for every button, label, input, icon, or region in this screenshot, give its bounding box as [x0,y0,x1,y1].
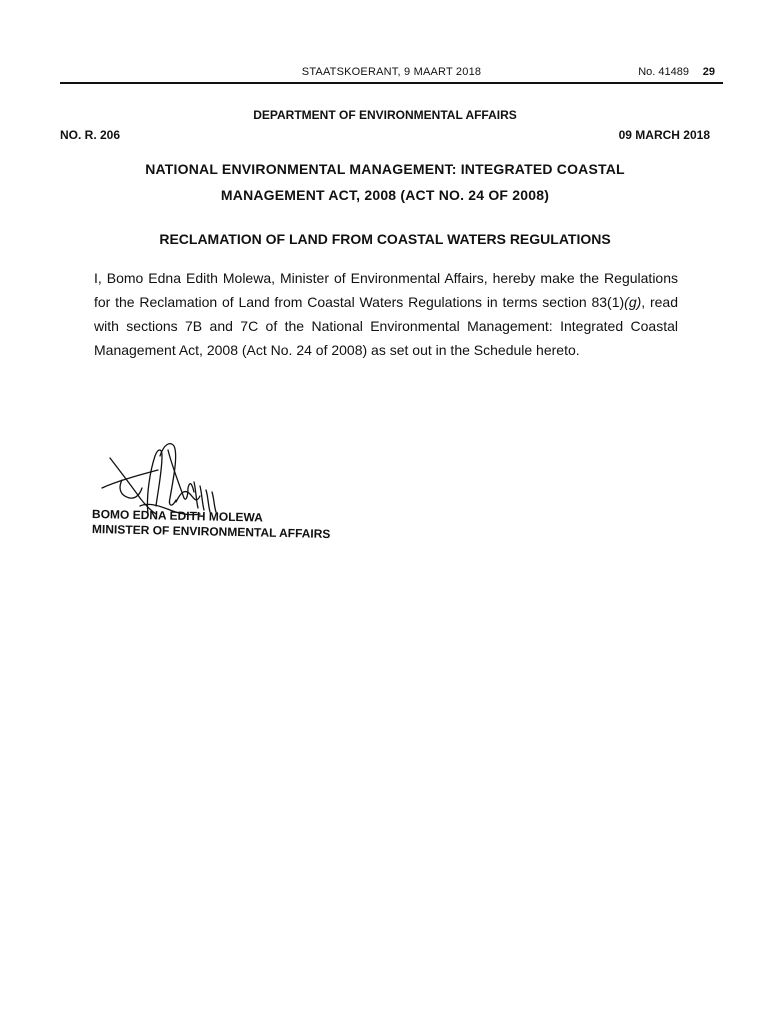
notice-date: 09 MARCH 2018 [618,128,710,142]
section-reference: (g) [624,294,642,310]
act-title [90,156,680,208]
signatory-title: MINISTER OF ENVIRONMENTAL AFFAIRS [91,522,331,541]
act-title-line-1: NATIONAL ENVIRONMENTAL MANAGEMENT: INTEGRATED COASTAL [145,161,625,177]
regulation-title: RECLAMATION OF LAND FROM COASTAL WATERS REGULATIONS [159,231,611,247]
body-paragraph [94,266,678,362]
act-title-line-2: MANAGEMENT ACT, 2008 (ACT NO. 24 OF 2008) [220,187,550,203]
gazette-number: No. 41489 [638,66,689,78]
notice-number: NO. R. 206 [60,128,121,142]
page-number: 29 [702,66,715,78]
body-intro: I, Bomo Edna Edith Molewa, Minister of Environmental Affairs, hereby make the Regulations for the Reclamation of Land from Coastal Waters Regulations in terms section 83(1) [94,270,678,310]
signatory-name: BOMO EDNA EDITH MOLEWA [91,507,263,525]
department-heading: DEPARTMENT OF ENVIRONMENTAL AFFAIRS [253,108,517,122]
body-rest: , read with sections 7B and 7C of the National Environmental Management: Integrated Coastal Management Act, 2008 (Act No. 24 of 2008) as set out in the Schedule hereto. [94,294,678,358]
page-header [60,64,723,84]
gazette-title: STAATSKOERANT, 9 MAART 2018 [301,66,482,78]
